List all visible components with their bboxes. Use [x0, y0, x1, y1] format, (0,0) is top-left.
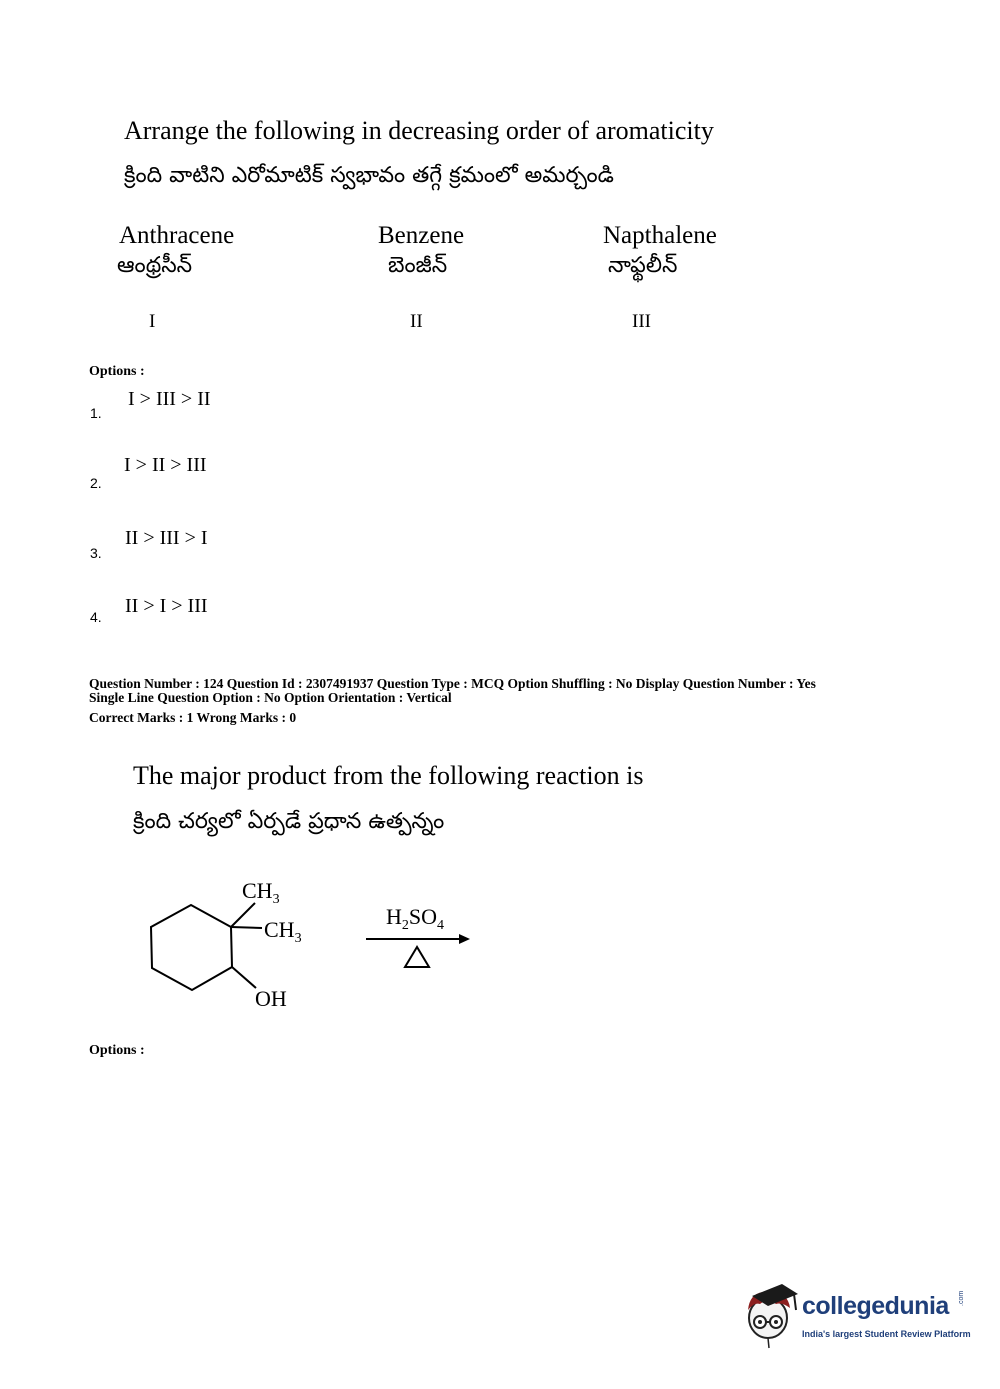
reagent-label: $H_2SO_4$: [386, 904, 445, 933]
question-meta-line: Single Line Question Option : No Option Orientation : Vertical: [89, 690, 452, 705]
options-label: Options :: [89, 1043, 145, 1058]
options-label: Options :: [89, 364, 145, 379]
question-title-te: క్రింది వాటిని ఎరోమాటిక్ స్వభావం తగ్గే క్రమంలో అమర్చండి: [124, 163, 614, 188]
cyclohexane-ring: [151, 903, 262, 990]
question-meta-line: Question Number : 124 Question Id : 2307491937 Question Type : MCQ Option Shuffling : No Display Question Number : Yes: [89, 676, 816, 691]
option-text[interactable]: II > III > I: [125, 527, 208, 549]
compound-roman: II: [410, 311, 423, 332]
option-number: 2.: [90, 475, 102, 491]
compound-roman: III: [632, 311, 651, 332]
compound-name-te: ఆంథ్రసీన్: [117, 253, 193, 278]
logo-wordmark: collegedunia: [802, 1292, 949, 1320]
option-number: 1.: [90, 405, 102, 421]
collegedunia-logo: [738, 1280, 978, 1352]
question-title-en: Arrange the following in decreasing order of aromaticity: [124, 116, 714, 145]
option-number: 4.: [90, 609, 102, 625]
mascot-icon: [738, 1280, 802, 1350]
reaction-arrow: [366, 934, 470, 944]
hydroxyl-group-label: OH: [255, 986, 287, 1011]
compound-name-en: Anthracene: [119, 222, 235, 249]
question-title-en: The major product from the following reaction is: [133, 761, 644, 790]
option-number: 3.: [90, 545, 102, 561]
methyl-group-label: $CH_3$: [242, 878, 280, 907]
option-text[interactable]: I > III > II: [128, 388, 211, 410]
methyl-group-label: $CH_3$: [264, 917, 302, 946]
compound-name-en: Napthalene: [603, 222, 717, 249]
logo-domain: .com: [958, 1290, 965, 1306]
heat-triangle-icon: [405, 947, 429, 967]
option-text[interactable]: II > I > III: [125, 595, 208, 617]
question-meta-marks: Correct Marks : 1 Wrong Marks : 0: [89, 710, 297, 725]
compound-name-te: నాఫ్థలీన్: [608, 253, 678, 278]
option-text[interactable]: I > II > III: [124, 454, 207, 476]
compound-name-te: బెంజీన్: [388, 253, 448, 278]
question-title-te: క్రింది చర్యలో ఏర్పడే ప్రధాన ఉత్పన్నం: [133, 809, 445, 834]
compound-name-en: Benzene: [378, 222, 465, 249]
logo-tagline: India's largest Student Review Platform: [802, 1329, 971, 1339]
compound-roman: I: [149, 311, 156, 332]
